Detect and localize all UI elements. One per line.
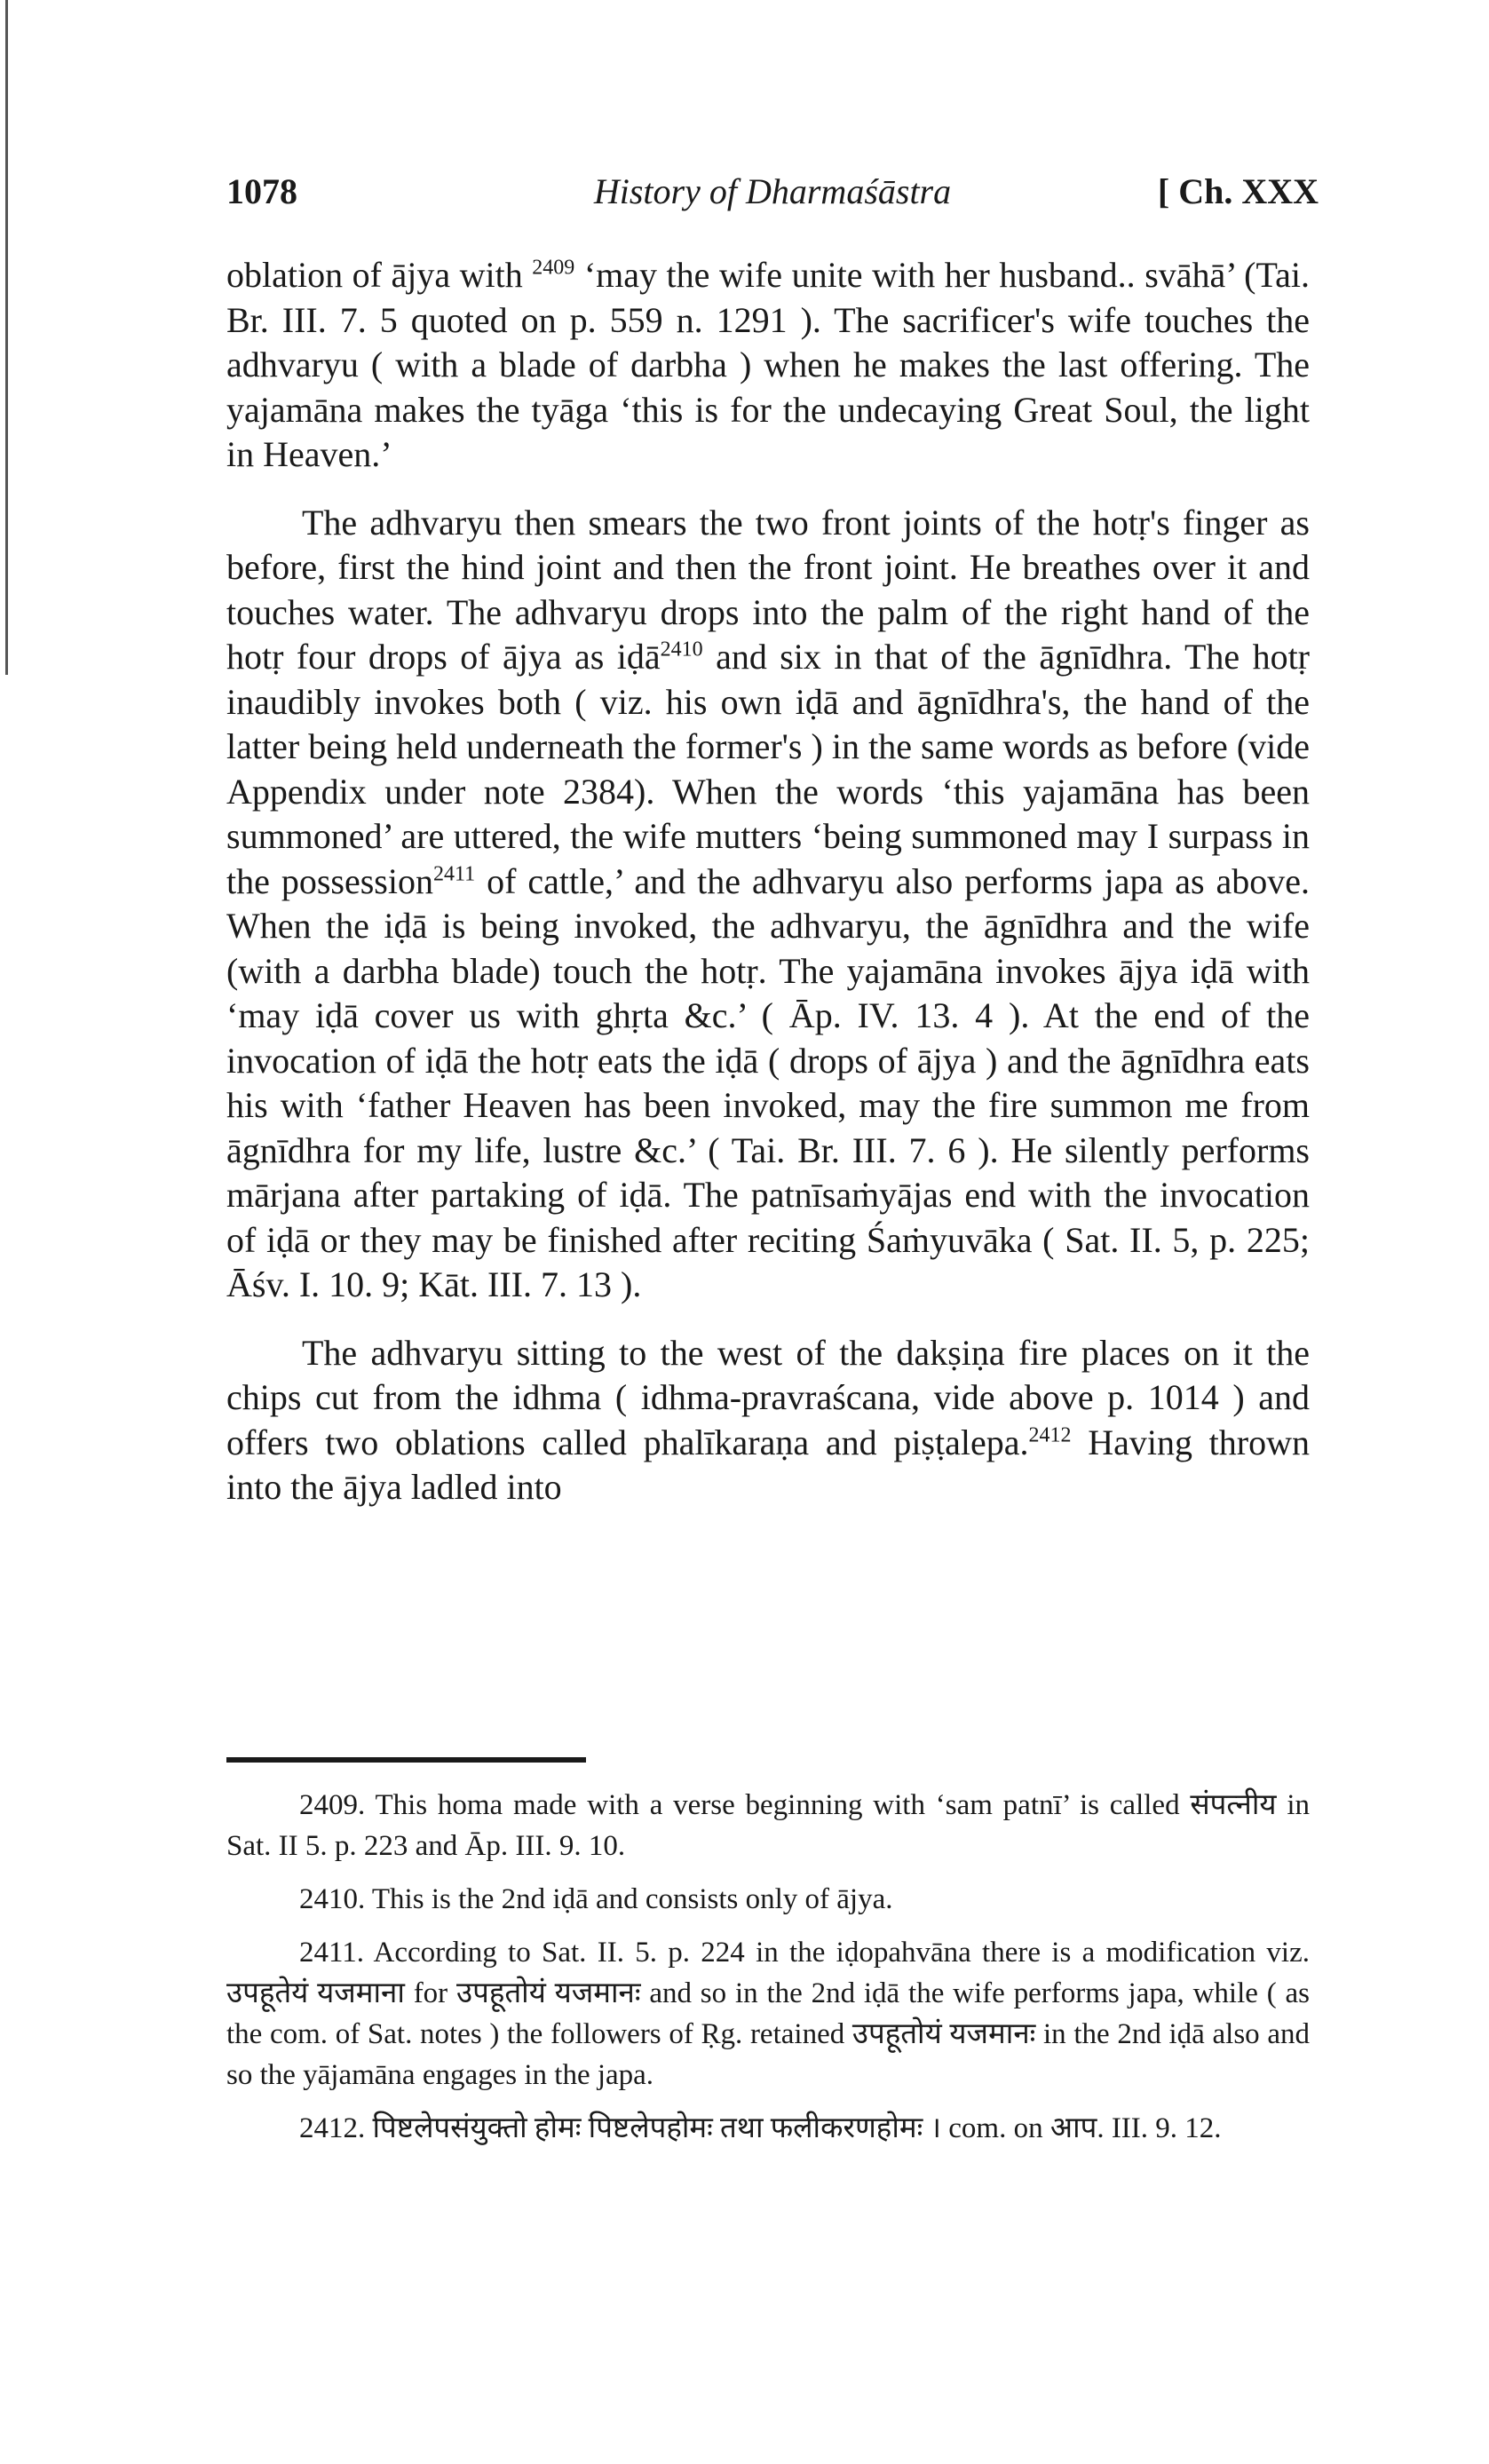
footnote-ref-2409[interactable]: 2409 [532,256,575,280]
paragraph-3: The adhvaryu sitting to the west of the dakṣiṇa fire places on it the chips cut from the idhma ( idhma-pravraścana, vide above p. 1014 ) and offers two oblations called phalīkaraṇa and piṣṭalepa.$^{2412}$ Having thrown into the ājya ladled into [226,1332,1310,1507]
page-header [226,170,1319,224]
chapter-label: [ Ch. XXX [1157,171,1319,211]
footnote-divider [226,1757,586,1763]
paragraph-2: The adhvaryu then smears the two front joints of the hotṛ's finger as before, first the hind joint and then the front joint. He breathes over it and touches water. The adhvaryu drops into the palm of the right hand of the hotṛ four drops of ājya as iḍā$^{2410}$ and six in that of the āgnīdhra. The hotṛ inaudibly invokes both ( viz. his own iḍā and āgnīdhra's, the hand of the latter being held underneath the former's ) in the same words as before (vide Appendix under note 2384). When the words ‘this yajamāna has been summoned’ are uttered, the wife mutters ‘being summoned may I surpass in the possession$^{2411}$ of cattle,’ and the adhvaryu also performs japa as above. When the iḍā is being invoked, the adhvaryu, the āgnīdhra and the wife (with a darbha blade) touch the hotṛ. The yajamāna invokes ājya iḍā with ‘may iḍā cover us with ghṛta &c.’ ( Āp. IV. 13. 4 ). At the end of the invocation of iḍā the hotṛ eats the iḍā ( drops of ājya ) and the āgnīdhra eats his with ‘father Heaven has been invoked, may the fire summon me from āgnīdhra for my life, lustre &c.’ ( Tai. Br. III. 7. 6 ). He silently performs mārjana after partaking of iḍā. The patnīsaṁyājas end with the invocation of iḍā or they may be finished after reciting Śaṁyuvāka ( Sat. II. 5, p. 225; Āśv. I. 10. 9; Kāt. III. 7. 13 ). [226,502,1311,1304]
page-number: 1078 [226,171,297,211]
footnote-2411: 2411. According to Sat. II. 5. p. 224 in the iḍopahvāna there is a modification viz. उपहूतेयं यजमाना for उपहूतोयं यजमानः and so in the 2nd iḍā the wife performs japa, while ( as the com. of Sat. notes ) the followers of Ṛg. retained उपहूतोयं यजमानः in the 2nd iḍā also and so the yājamāna engages in the japa. [226,1937,1310,2091]
footnote-2409: 2409. This homa made with a verse beginning with ‘sam patnī’ is called संपत्नीय in Sat. II 5. p. 223 and Āp. III. 9. 10. [226,1789,1310,1862]
footnote-ref-2411[interactable]: 2411 [433,862,476,886]
footnote-ref-2412[interactable]: 2412 [1028,1423,1072,1447]
footnotes [226,1785,1310,2161]
footnote-2412: 2412. पिष्टलेपसंयुक्तो होमः पिष्टलेपहोमः तथा फलीकरणहोमः । com. on आप. III. 9. 12. [299,2112,1222,2144]
main-text [226,253,1310,1510]
scan-edge-line [5,0,8,675]
running-title: History of Dharmaśāstra [593,171,952,211]
paragraph-1: oblation of ājya with $^{2409}$ ‘may the wife unite with her husband.. svāhā’ (Tai. Br. III. 7. 5 quoted on p. 559 n. 1291 ). The sacrificer's wife touches the adhvaryu ( with a blade of darbha ) when he makes the last offering. The yajamāna makes the tyāga ‘this is for the undecaying Great Soul, the light in Heaven.’ [226,255,1310,474]
footnote-2410: 2410. This is the 2nd iḍā and consists only of ājya. [299,1883,893,1915]
footnote-ref-2410[interactable]: 2410 [660,638,703,662]
